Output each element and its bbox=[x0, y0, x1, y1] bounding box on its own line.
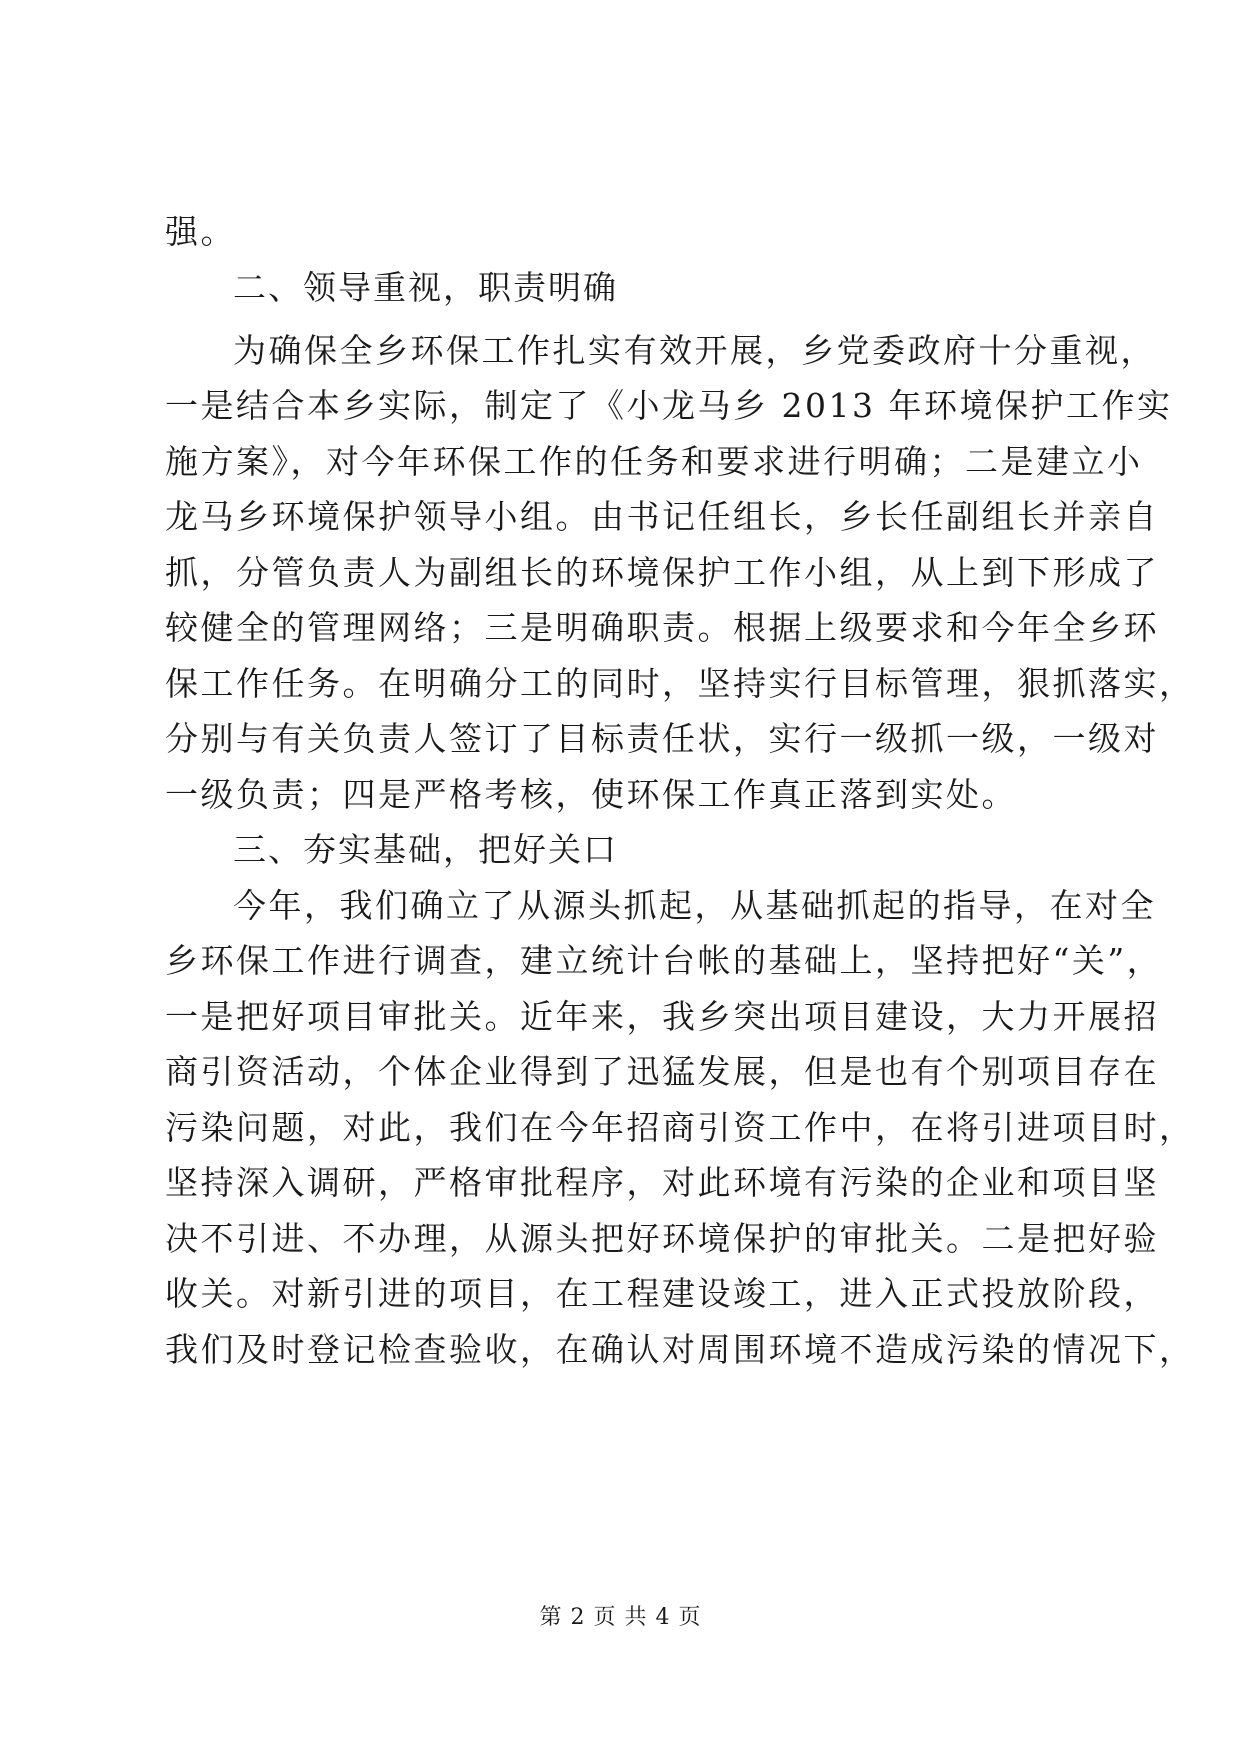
text-line: 强。 bbox=[165, 212, 236, 251]
page-footer: 第 2 页 共 4 页 bbox=[539, 1605, 702, 1630]
text-line: 龙马乡环境保护领导小组。由书记任组长，乡长任副组长并亲自 bbox=[165, 497, 1159, 536]
text-line: 分别与有关负责人签订了目标责任状，实行一级抓一级，一级对 bbox=[165, 719, 1159, 758]
text-line: 今年，我们确立了从源头抓起，从基础抓起的指导，在对全 bbox=[233, 886, 1156, 925]
text-line: 抓，分管负责人为副组长的环境保护工作小组，从上到下形成了 bbox=[165, 553, 1159, 592]
text-line: 坚持深入调研，严格审批程序，对此环境有污染的企业和项目坚 bbox=[165, 1163, 1159, 1202]
section-heading: 三、夯实基础，把好关口 bbox=[233, 830, 618, 869]
text-line: 一是结合本乡实际，制定了《小龙马乡 2013 年环境保护工作实 bbox=[165, 386, 1173, 425]
text-line: 为确保全乡环保工作扎实有效开展，乡党委政府十分重视， bbox=[233, 331, 1156, 370]
text-line: 一级负责；四是严格考核，使环保工作真正落到实处。 bbox=[165, 775, 1017, 814]
text-line: 乡环保工作进行调查，建立统计台帐的基础上，坚持把好“关”， bbox=[165, 941, 1163, 980]
section-heading: 二、领导重视，职责明确 bbox=[233, 268, 618, 307]
text-line: 一是把好项目审批关。近年来，我乡突出项目建设，大力开展招 bbox=[165, 997, 1159, 1036]
text-line: 施方案》，对今年环保工作的任务和要求进行明确；二是建立小 bbox=[165, 442, 1143, 481]
text-line: 收关。对新引进的项目，在工程建设竣工，进入正式投放阶段， bbox=[165, 1274, 1159, 1313]
text-line: 污染问题，对此，我们在今年招商引资工作中，在将引进项目时， bbox=[165, 1108, 1195, 1147]
text-line: 我们及时登记检查验收，在确认对周围环境不造成污染的情况下， bbox=[165, 1330, 1195, 1369]
text-line: 较健全的管理网络；三是明确职责。根据上级要求和今年全乡环 bbox=[165, 608, 1159, 647]
text-line: 决不引进、不办理，从源头把好环境保护的审批关。二是把好验 bbox=[165, 1219, 1159, 1258]
text-line: 保工作任务。在明确分工的同时，坚持实行目标管理，狠抓落实， bbox=[165, 664, 1195, 703]
text-line: 商引资活动，个体企业得到了迅猛发展，但是也有个别项目存在 bbox=[165, 1052, 1159, 1091]
